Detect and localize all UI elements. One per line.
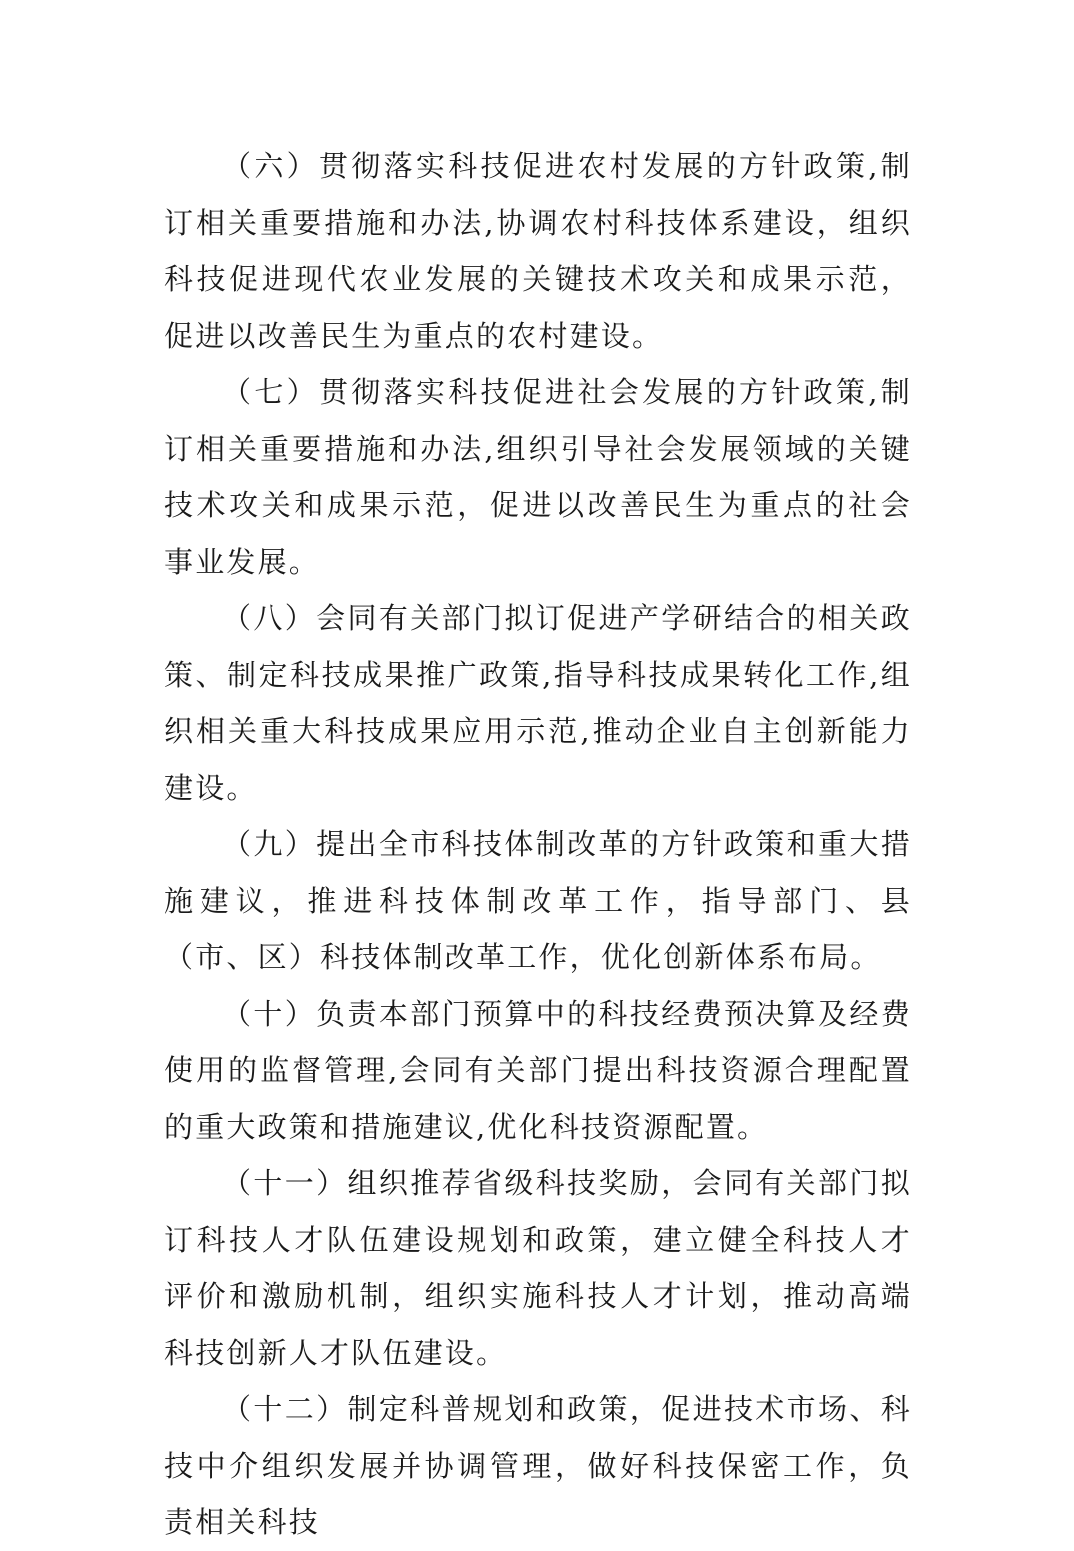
paragraph-7: （七）贯彻落实科技促进社会发展的方针政策,制订相关重要措施和办法,组织引导社会发展领域的关键技术攻关和成果示范，促进以改善民生为重点的社会事业发展。 (164, 375, 912, 579)
paragraph-6: （六）贯彻落实科技促进农村发展的方针政策,制订相关重要措施和办法,协调农村科技体系建设，组织科技促进现代农业发展的关键技术攻关和成果示范，促进以改善民生为重点的农村建设。 (164, 149, 912, 353)
paragraph-8: （八）会同有关部门拟订促进产学研结合的相关政策、制定科技成果推广政策,指导科技成果转化工作,组织相关重大科技成果应用示范,推动企业自主创新能力建设。 (164, 601, 913, 805)
paragraph-11: （十一）组织推荐省级科技奖励，会同有关部门拟订科技人才队伍建设规划和政策，建立健全科技人才评价和激励机制，组织实施科技人才计划，推动高端科技创新人才队伍建设。 (164, 1166, 912, 1370)
paragraph-10: （十）负责本部门预算中的科技经费预决算及经费使用的监督管理,会同有关部门提出科技资源合理配置的重大政策和措施建议,优化科技资源配置。 (164, 996, 912, 1144)
document-body (164, 138, 912, 1551)
paragraph-12: （十二）制定科普规划和政策，促进技术市场、科技中介组织发展并协调管理，做好科技保密工作，负责相关科技 (164, 1392, 912, 1539)
paragraph-9: （九）提出全市科技体制改革的方针政策和重大措施建议，推进科技体制改革工作，指导部门、县（市、区）科技体制改革工作，优化创新体系布局。 (164, 827, 912, 974)
